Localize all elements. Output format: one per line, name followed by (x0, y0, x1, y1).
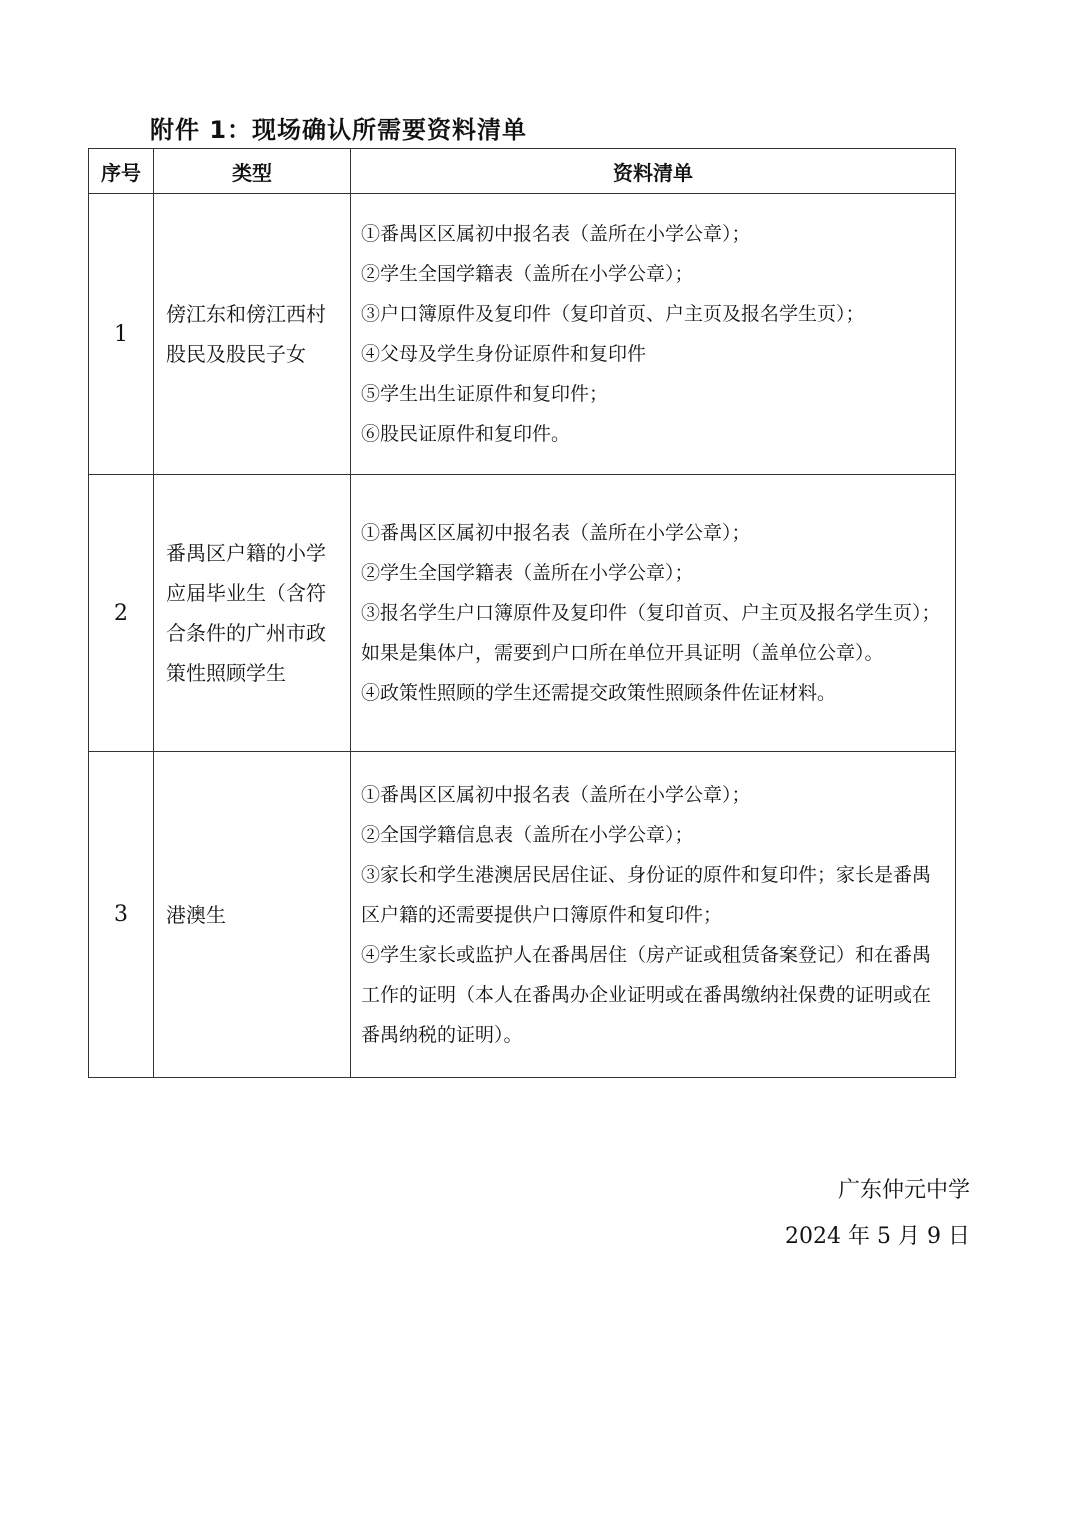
list-item: ④父母及学生身份证原件和复印件 (361, 343, 647, 365)
row-number: 1 (89, 194, 154, 475)
list-item: ④政策性照顾的学生还需提交政策性照顾条件佐证材料。 (361, 682, 837, 704)
page-title: 附件 1：现场确认所需要资料清单 (150, 116, 528, 144)
list-item: ①番禺区区属初中报名表（盖所在小学公章）； (361, 783, 751, 806)
header-type: 类型 (154, 149, 351, 194)
header-no: 序号 (89, 149, 154, 194)
row-number: 2 (89, 475, 154, 752)
list-item: ⑤学生出生证原件和复印件； (361, 383, 609, 405)
list-item: ②全国学籍信息表（盖所在小学公章）； (361, 823, 694, 846)
signature-block (785, 1168, 970, 1260)
material-list (351, 194, 956, 475)
row-type: 港澳生 (154, 752, 351, 1078)
list-item: ③家长和学生港澳居民居住证、身份证的原件和复印件；家长是番禺区户籍的还需要提供户口簿原件和复印件； (361, 863, 932, 926)
list-item: ①番禺区区属初中报名表（盖所在小学公章）； (361, 522, 751, 544)
row-type: 番禺区户籍的小学应届毕业生（含符合条件的广州市政策性照顾学生 (154, 475, 351, 752)
list-item: ③户口簿原件及复印件（复印首页、户主页及报名学生页）； (361, 303, 865, 325)
table-row (89, 194, 956, 475)
signature-date: 2024 年 5 月 9 日 (785, 1224, 970, 1249)
list-item: ①番禺区区属初中报名表（盖所在小学公章）； (361, 223, 751, 245)
school-name: 广东仲元中学 (837, 1178, 970, 1203)
table-header-row (89, 149, 956, 194)
material-list (351, 752, 956, 1078)
list-item: ⑥股民证原件和复印件。 (361, 423, 571, 445)
header-list: 资料清单 (351, 149, 956, 194)
list-item: ②学生全国学籍表（盖所在小学公章）； (361, 263, 694, 285)
table-row (89, 752, 956, 1078)
table-row (89, 475, 956, 752)
row-type: 傍江东和傍江西村股民及股民子女 (154, 194, 351, 475)
row-number: 3 (89, 752, 154, 1078)
materials-table (88, 148, 956, 1078)
list-item: ②学生全国学籍表（盖所在小学公章）； (361, 562, 694, 584)
list-item: ③报名学生户口簿原件及复印件（复印首页、户主页及报名学生页）；如果是集体户，需要到户口所在单位开具证明（盖单位公章）。 (361, 602, 941, 664)
list-item: ④学生家长或监护人在番禺居住（房产证或租赁备案登记）和在番禺工作的证明（本人在番禺办企业证明或在番禺缴纳社保费的证明或在番禺纳税的证明）。 (361, 943, 932, 1046)
material-list (351, 475, 956, 752)
